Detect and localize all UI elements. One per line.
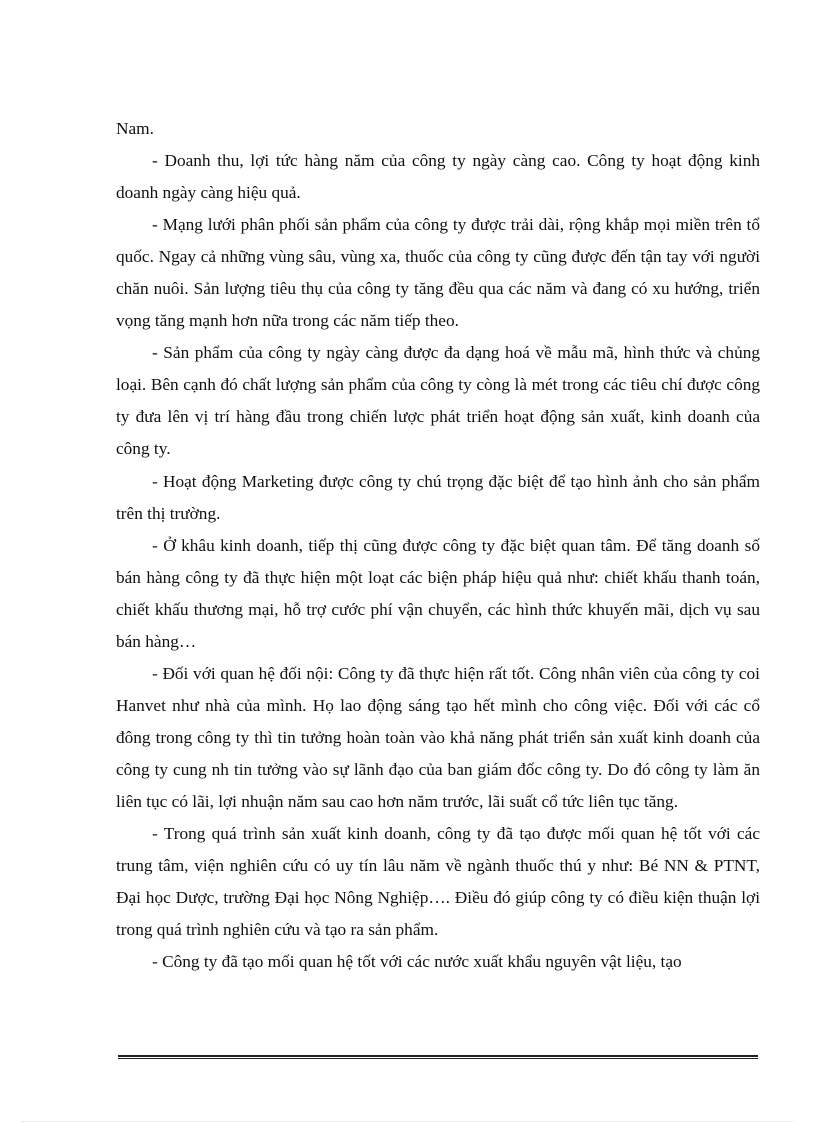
paragraph-distribution-network: - Mạng lưới phân phối sản phẩm của công ty được trải dài, rộng khắp mọi miền trên tổ quốc. Ngay cả những vùng sâu, vùng xa, thuốc của công ty cũng được đến tận tay với người chăn nuôi. Sản lượng tiêu thụ của công ty tăng đều qua các năm và đang có xu hướng, triển vọng tăng mạnh hơn nữa trong các năm tiếp theo.: [116, 215, 760, 331]
paragraph-continuation: Nam.: [116, 119, 154, 138]
document-body: [116, 113, 760, 978]
paragraph-internal-relations: - Đối với quan hệ đối nội: Công ty đã thực hiện rất tốt. Công nhân viên của công ty coi Hanvet như nhà của mình. Họ lao động sáng tạo hết mình cho công việc. Đối với các cổ đông trong công ty thì tin tưởng hoàn toàn vào khả năng phát triển sản xuất kinh doanh của công ty cung nh tin tưởng vào sự lãnh đạo của ban giám đốc công ty. Do đó công ty làm ăn liên tục có lãi, lợi nhuận năm sau cao hơn năm trước, lãi suất cổ tức liên tục tăng.: [116, 663, 760, 811]
paragraph-import-relations: - Công ty đã tạo mối quan hệ tốt với các nước xuất khẩu nguyên vật liệu, tạo: [152, 952, 682, 972]
footer-divider: [118, 1055, 758, 1059]
paragraph-revenue: - Doanh thu, lợi tức hàng năm của công ty ngày càng cao. Công ty hoạt động kinh doanh ngày càng hiệu quả.: [116, 151, 760, 203]
page-edge-divider: [22, 1121, 794, 1122]
paragraph-product-diversity: - Sản phẩm của công ty ngày càng được đa dạng hoá về mẫu mã, hình thức và chủng loại. Bên cạnh đó chất lượng sản phẩm của công ty còng là mét trong các tiêu chí được công ty đưa lên vị trí hàng đầu trong chiến lược phát triển hoạt động sản xuất, kinh doanh của công ty.: [116, 343, 760, 459]
paragraph-marketing: - Hoạt động Marketing được công ty chú trọng đặc biệt để tạo hình ảnh cho sản phẩm trên thị trường.: [116, 471, 760, 523]
paragraph-research-relations: - Trong quá trình sản xuất kinh doanh, công ty đã tạo được mối quan hệ tốt với các trung tâm, viện nghiên cứu có uy tín lâu năm về ngành thuốc thú y như: Bé NN & PTNT, Đại học Dược, trường Đại học Nông Nghiệp…. Điều đó giúp công ty có điều kiện thuận lợi trong quá trình nghiên cứu và tạo ra sản phẩm.: [116, 824, 760, 940]
paragraph-sales-promotion: - Ở khâu kinh doanh, tiếp thị cũng được công ty đặc biệt quan tâm. Để tăng doanh số bán hàng công ty đã thực hiện một loạt các biện pháp hiệu quả như: chiết khấu thanh toán, chiết khấu thương mại, hỗ trợ cước phí vận chuyển, các hình thức khuyến mãi, dịch vụ sau bán hàng…: [116, 535, 760, 651]
